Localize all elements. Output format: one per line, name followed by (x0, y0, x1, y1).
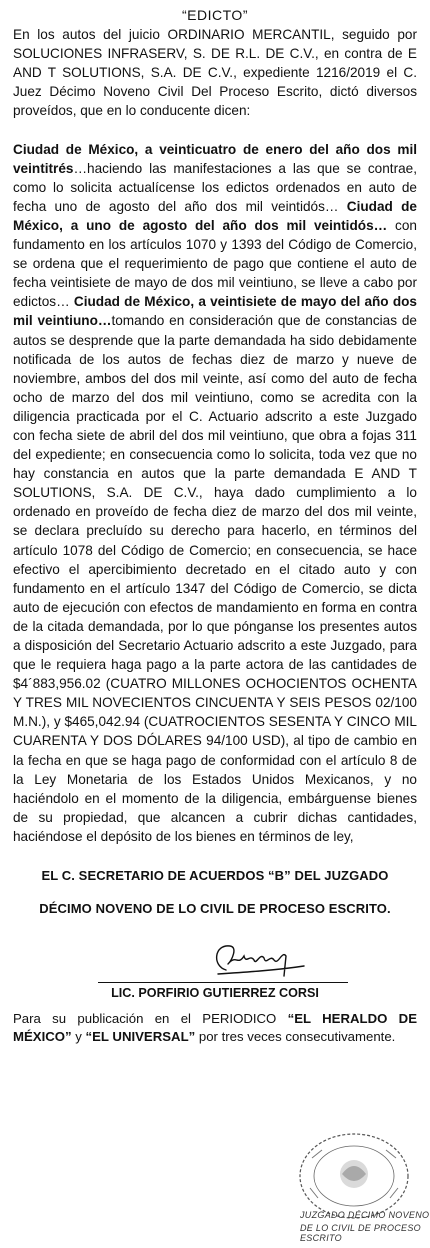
body-text-3: tomando en consideración que de constancias de autos se desprende que la parte demandada ha sido debidamente notificada de los autos de fechas diez de marzo y nueve de noviembre, ambos del dos mil veinte, así como del auto de fecha ocho de marzo del dos mil veintiuno, como se acredita con la diligencia practicada por el C. Actuario adscrito a este Juzgado con fecha siete de abril del dos mil veintiuno, que obra a fojas 311 del expediente; en consecuencia como lo solicita, toda vez que no hay constancia en autos que la parte demandada E AND T SOLUTIONS, S.A. DE C.V., haya dado cumplimiento a lo ordenado en proveído de fecha diez de marzo del dos mil veinte, se declara precluído su derecho para hacerlo, en términos del artículo 1078 del Código de Comercio; en consecuencia, se hace efectivo el apercibimiento decretado en el citado auto y con fundamento en el artículo 1347 del Código de Comercio, se dicta auto de ejecución con efectos de mandamiento en forma en contra de la citada demandada, por lo que pónganse los presentes autos a disposición del Secretario Actuario adscrito a este Juzgado, para que le requiera haga pago a la parte actora de las cantidades de $4´883,956.02 (CUATRO MILLONES OCHOCIENTOS OCHENTA Y TRES MIL NOVECIENTOS CINCUENTA Y SEIS PESOS 02/100 M.N.), y $465,042.94 (CUATROCIENTOS SESENTA Y CINCO MIL CUARENTA Y DOS DÓLARES 94/100 USD), al tipo de cambio en la fecha en que se haga pago de conformidad con el artículo 8 de la Ley Monetaria de los Estados Unidos Mexicanos, y no haciéndolo en el momento de la diligencia, embárguense bienes de su propiedad, que alcancen a cubrir dichas cantidades, haciéndose el depósito de los bienes en términos de ley, (13, 313, 417, 844)
signature-line (98, 982, 348, 983)
date-heading-1: Ciudad de México, a veinticuatro de enero del año dos mil veintitrés (13, 141, 417, 176)
date-heading-3: Ciudad de México, a veintisiete de mayo del año dos mil veintiuno… (13, 294, 417, 329)
publication-middle: y (71, 1029, 86, 1045)
edict-document (13, 6, 417, 1059)
signoff-line-2: DÉCIMO NOVENO DE LO CIVIL DE PROCESO ESCRITO. (39, 901, 391, 917)
date-heading-2: Ciudad de México, a uno de agosto del año dos mil veintidós… (13, 198, 417, 233)
seal-line-2: DE LO CIVIL DE PROCESO ESCRITO (300, 1223, 421, 1243)
body-text-1: …haciendo las manifestaciones a las que se contrae, como lo solicita actualícense los edictos ordenados en auto de fecha uno de agosto del año dos mil veintidós… (13, 160, 417, 214)
newspaper-2: “EL UNIVERSAL” (85, 1029, 196, 1045)
body-paragraph (13, 140, 417, 846)
signoff-line-1: EL C. SECRETARIO DE ACUERDOS “B” DEL JUZGADO (41, 868, 389, 884)
signer-name: LIC. PORFIRIO GUTIERREZ CORSI (111, 986, 319, 1001)
signoff-block (13, 866, 417, 918)
newspaper-1: “EL HERALDO DE MÉXICO” (13, 1011, 417, 1045)
body-text-2: con fundamento en los artículos 1070 y 1393 del Código de Comercio, se ordena que el requerimiento de pago que contiene el auto de fecha veintisiete de mayo de dos mil veintiuno, se lleve a cabo por edictos… (13, 217, 417, 310)
publication-suffix: por tres veces consecutivamente. (195, 1029, 396, 1045)
handwritten-signature (208, 936, 308, 982)
document-title: “EDICTO” (182, 7, 248, 23)
signature-block (13, 936, 417, 1001)
publication-notice (13, 1010, 417, 1046)
publication-prefix: Para su publicación en el PERIODICO (13, 1011, 288, 1027)
seal-line-1: JUZGADO DÉCIMO NOVENO (300, 1210, 430, 1220)
intro-paragraph: En los autos del juicio ORDINARIO MERCANTIL, seguido por SOLUCIONES INFRASERV, S. DE R.L. DE C.V., en contra de E AND T SOLUTIONS, S.A. DE C.V., expediente 1216/2019 el C. Juez Décimo Noveno Civil Del Proceso Escrito, dictó diversos proveídos, que en lo conducente dicen: (13, 27, 417, 119)
